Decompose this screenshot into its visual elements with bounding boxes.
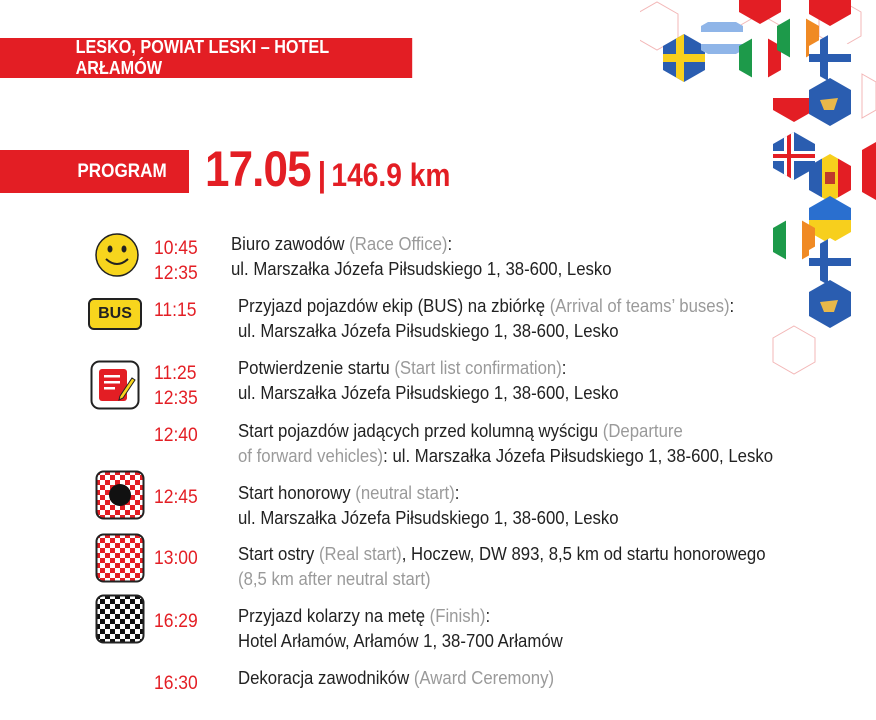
schedule-time-start: 12:40	[154, 425, 198, 446]
bus-icon: BUS	[88, 298, 142, 330]
schedule-description: Biuro zawodów (Race Office):	[231, 234, 453, 254]
schedule-description: Dekoracja zawodników (Award Ceremony)	[238, 668, 555, 688]
location-banner	[0, 38, 412, 78]
schedule-address: Hotel Arłamów, Arłamów 1, 38-700 Arłamów	[238, 631, 563, 651]
stage-headline	[205, 140, 450, 198]
schedule-time-start: 16:30	[154, 673, 198, 694]
schedule-time-end: 12:35	[154, 263, 198, 284]
schedule-description: Przyjazd kolarzy na metę (Finish):	[238, 606, 491, 626]
stage-distance: 146.9 km	[331, 157, 451, 193]
real-start-flag-icon	[95, 533, 145, 583]
schedule-address: (8,5 km after neutral start)	[238, 569, 431, 589]
program-banner	[0, 150, 189, 193]
stage-date: 17.05	[205, 141, 311, 197]
schedule-address: of forward vehicles): ul. Marszałka Józefa Piłsudskiego 1, 38-600, Lesko	[238, 446, 774, 466]
headline-separator: |	[317, 156, 327, 194]
schedule-time-start: 11:25	[154, 363, 197, 384]
schedule-time-start: 16:29	[154, 611, 198, 632]
hexagon-flags-decoration	[640, 0, 876, 420]
finish-flag-icon	[95, 594, 145, 644]
smiley-icon	[94, 232, 140, 278]
schedule-address: ul. Marszałka Józefa Piłsudskiego 1, 38-600, Lesko	[238, 321, 619, 341]
neutral-start-flag-icon	[95, 470, 145, 520]
schedule-description: Przyjazd pojazdów ekip (BUS) na zbiórkę (Arrival of teams’ buses):	[238, 296, 735, 316]
location-text: LESKO, POWIAT LESKI – HOTEL ARŁAMÓW	[75, 37, 329, 78]
schedule-description: Potwierdzenie startu (Start list confirmation):	[238, 358, 567, 378]
checklist-icon	[90, 360, 140, 410]
schedule-address: ul. Marszałka Józefa Piłsudskiego 1, 38-600, Lesko	[231, 259, 612, 279]
schedule-address: ul. Marszałka Józefa Piłsudskiego 1, 38-600, Lesko	[238, 383, 619, 403]
schedule-description: Start pojazdów jadących przed kolumną wyścigu (Departure	[238, 421, 683, 441]
schedule-time-start: 13:00	[154, 548, 198, 569]
schedule-time-start: 12:45	[154, 487, 198, 508]
schedule-description: Start ostry (Real start), Hoczew, DW 893, 8,5 km od startu honorowego	[238, 544, 766, 564]
schedule-time-start: 10:45	[154, 238, 198, 259]
program-label: PROGRAM	[77, 160, 167, 182]
schedule-address: ul. Marszałka Józefa Piłsudskiego 1, 38-600, Lesko	[238, 508, 619, 528]
schedule-time-end: 12:35	[154, 388, 198, 409]
schedule-time-start: 11:15	[154, 300, 197, 321]
schedule-description: Start honorowy (neutral start):	[238, 483, 460, 503]
